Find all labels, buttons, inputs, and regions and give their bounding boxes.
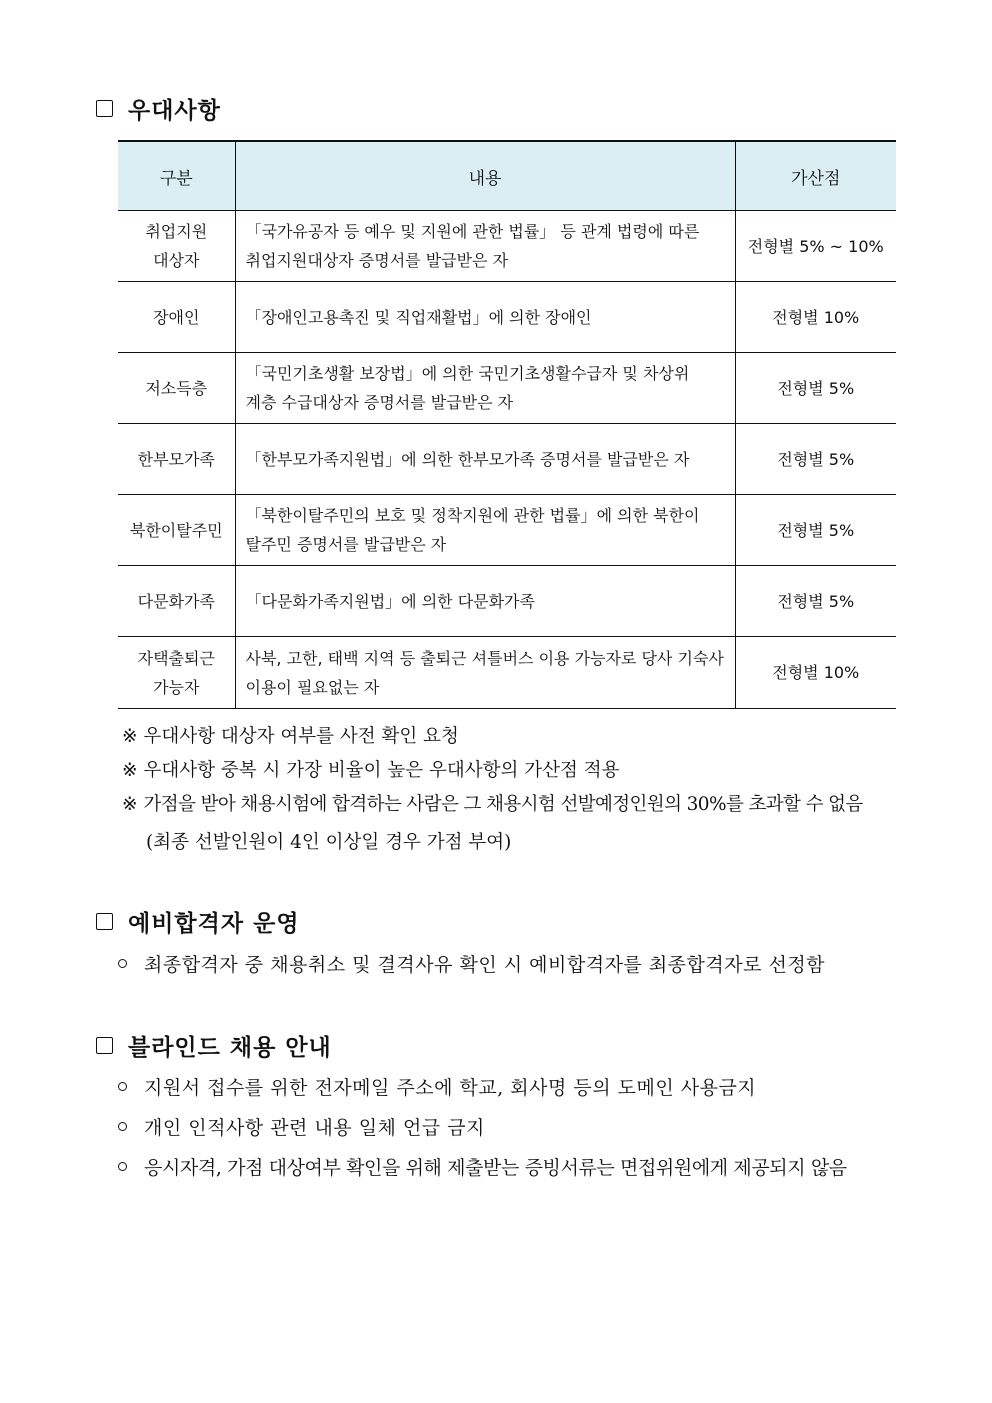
checkbox-icon [96, 100, 113, 117]
row-points: 전형별 5% [735, 353, 896, 424]
table-row [118, 282, 896, 353]
row-points: 전형별 5% [735, 495, 896, 566]
header-category: 구분 [118, 141, 235, 211]
reference-mark-icon: ※ [122, 794, 138, 815]
note-item: ※ 가점을 받아 채용시험에 합격하는 사람은 그 채용시험 선발예정인원의 30%를 초과할 수 없음 [122, 794, 863, 815]
table-row [118, 211, 896, 282]
row-category: 북한이탈주민 [118, 495, 235, 566]
note-item: ※ 우대사항 대상자 여부를 사전 확인 요청 [122, 726, 459, 747]
circle-bullet-icon [118, 1082, 127, 1091]
row-category: 자택출퇴근 가능자 [118, 637, 235, 709]
row-category: 저소득층 [118, 353, 235, 424]
row-content: 「국민기초생활 보장법」에 의한 국민기초생활수급자 및 차상위 계층 수급대상자 증명서를 발급받은 자 [235, 353, 735, 424]
table-row [118, 495, 896, 566]
section-benefits-heading [96, 92, 221, 125]
row-points: 전형별 5% ~ 10% [735, 211, 896, 282]
row-category: 한부모가족 [118, 424, 235, 495]
row-content: 「국가유공자 등 예우 및 지원에 관한 법률」 등 관계 법령에 따른 취업지원대상자 증명서를 발급받은 자 [235, 211, 735, 282]
reference-mark-icon: ※ [122, 760, 138, 781]
table-row [118, 424, 896, 495]
row-points: 전형별 5% [735, 566, 896, 637]
row-content: 「장애인고용촉진 및 직업재활법」에 의한 장애인 [235, 282, 735, 353]
section-title: 블라인드 채용 안내 [128, 1035, 332, 1061]
table-row [118, 353, 896, 424]
circle-bullet-icon [118, 959, 127, 968]
checkbox-icon [96, 913, 113, 930]
list-item: 응시자격, 가점 대상여부 확인을 위해 제출받는 증빙서류는 면접위원에게 제공되지 않음 [116, 1153, 847, 1180]
section-blind-heading [96, 1029, 332, 1062]
row-content: 「북한이탈주민의 보호 및 정착지원에 관한 법률」에 의한 북한이 탈주민 증명서를 발급받은 자 [235, 495, 735, 566]
checkbox-icon [96, 1037, 113, 1054]
section-title: 예비합격자 운영 [128, 911, 300, 937]
table-row [118, 566, 896, 637]
row-content: 「다문화가족지원법」에 의한 다문화가족 [235, 566, 735, 637]
header-content: 내용 [235, 141, 735, 211]
benefits-table [118, 140, 896, 709]
note-continuation: (최종 선발인원이 4인 이상일 경우 가점 부여) [146, 832, 512, 853]
table-header-row [118, 141, 896, 211]
row-category: 장애인 [118, 282, 235, 353]
list-item: 지원서 접수를 위한 전자메일 주소에 학교, 회사명 등의 도메인 사용금지 [116, 1073, 756, 1100]
table-row [118, 637, 896, 709]
section-reserve-heading [96, 905, 300, 938]
row-content: 「한부모가족지원법」에 의한 한부모가족 증명서를 발급받은 자 [235, 424, 735, 495]
row-content: 사북, 고한, 태백 지역 등 출퇴근 셔틀버스 이용 가능자로 당사 기숙사 이용이 필요없는 자 [235, 637, 735, 709]
circle-bullet-icon [118, 1122, 127, 1131]
row-points: 전형별 10% [735, 637, 896, 709]
header-points: 가산점 [735, 141, 896, 211]
row-points: 전형별 5% [735, 424, 896, 495]
row-category: 다문화가족 [118, 566, 235, 637]
row-category: 취업지원 대상자 [118, 211, 235, 282]
reference-mark-icon: ※ [122, 726, 138, 747]
section-title: 우대사항 [128, 98, 221, 124]
note-item: ※ 우대사항 중복 시 가장 비율이 높은 우대사항의 가산점 적용 [122, 760, 620, 781]
row-points: 전형별 10% [735, 282, 896, 353]
list-item: 개인 인적사항 관련 내용 일체 언급 금지 [116, 1113, 485, 1140]
circle-bullet-icon [118, 1162, 127, 1171]
list-item: 최종합격자 중 채용취소 및 결격사유 확인 시 예비합격자를 최종합격자로 선정함 [116, 950, 825, 977]
